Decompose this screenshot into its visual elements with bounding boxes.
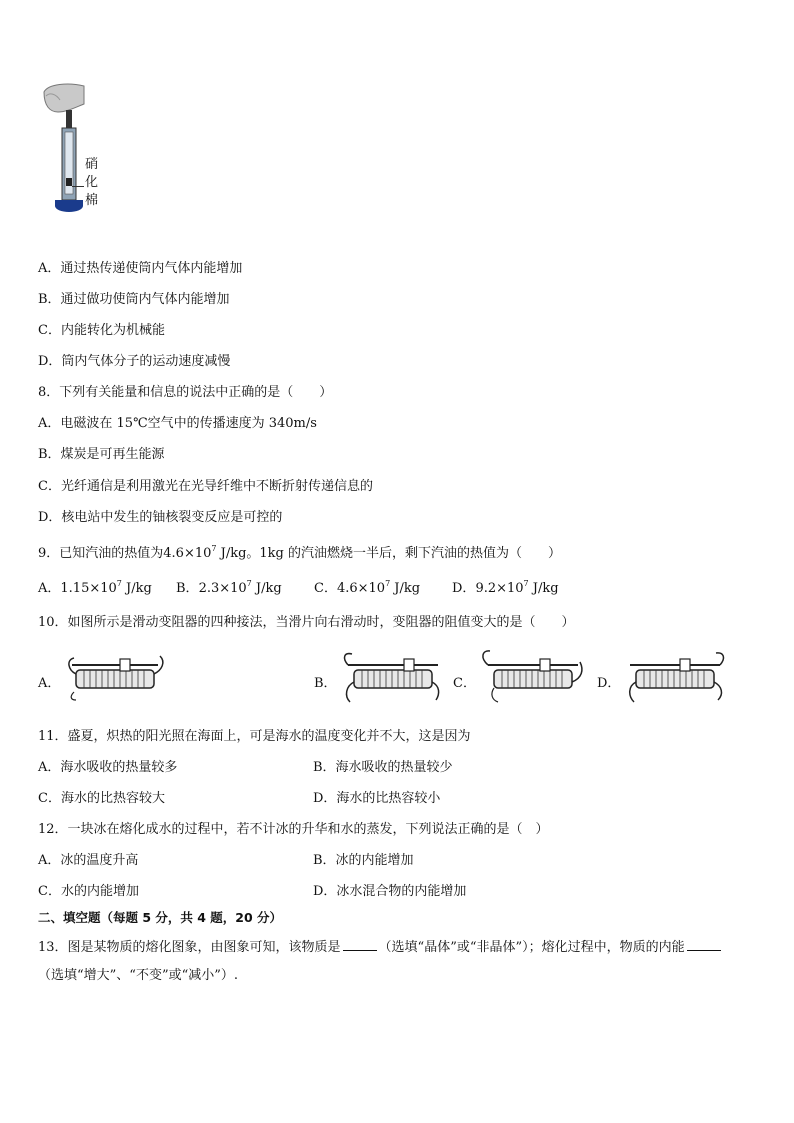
q9-option-letter: B． [176,581,199,596]
q12-option-d: D．冰水混合物的内能增加 [313,884,467,899]
q9-stem-value: 4.6×10 [163,546,212,561]
q9-option-exponent: 7 [523,579,529,588]
q10-option-c-letter: C． [453,676,476,691]
q9-option-exponent: 7 [385,579,391,588]
q12-stem: 12．一块冰在熔化成水的过程中，若不计冰的升华和水的蒸发，下列说法正确的是（ ） [38,822,549,837]
q13-blank-1[interactable] [343,938,377,951]
q9-stem-unit: J/kg。1kg 的汽油燃烧一半后，剩下汽油的热值为（ ） [216,546,562,561]
q9-option-unit: J/kg [390,581,421,596]
q9-option-c [314,577,420,596]
q12-option-a: A．冰的温度升高 [38,853,139,868]
rheostat-figure-d [620,650,732,708]
label-char: 化 [85,175,99,190]
q9-option-letter: A． [38,581,61,596]
q11-option-c: C．海水的比热容较大 [38,791,165,806]
q7-option-d: D．筒内气体分子的运动速度减慢 [38,354,231,369]
nitrocellulose-label [85,156,101,210]
q9-option-b [176,577,282,596]
q10-option-a-letter: A． [38,676,61,691]
q9-option-d [452,577,559,596]
q8-option-b: B．煤炭是可再生能源 [38,447,165,462]
q9-option-value: 1.15×10 [60,581,117,596]
q9-stem [38,540,561,563]
q13-line1 [38,938,723,957]
q11-option-a: A．海水吸收的热量较多 [38,760,178,775]
q9-option-value: 2.3×10 [198,581,247,596]
q12-option-b: B．冰的内能增加 [313,853,414,868]
q8-option-c: C．光纤通信是利用激光在光导纤维中不断折射传递信息的 [38,479,373,494]
rheostat-figure-a [62,652,170,706]
q9-stem-exponent: 7 [211,544,217,553]
q9-stem-pre: 9．已知汽油的热值为 [38,546,164,561]
label-char: 棉 [85,193,99,208]
q13-blank-2[interactable] [687,938,721,951]
pointer-line [72,186,84,187]
rheostat-figure-b [336,650,448,708]
rheostat-figure-c [476,648,588,708]
q11-option-d: D．海水的比热容较小 [313,791,441,806]
q9-option-unit: J/kg [251,581,282,596]
q10-option-b-letter: B． [314,676,337,691]
q7-option-c: C．内能转化为机械能 [38,323,165,338]
q9-option-exponent: 7 [116,579,122,588]
q9-option-exponent: 7 [246,579,252,588]
label-char: 硝 [85,157,99,172]
q10-option-d-letter: D． [597,676,621,691]
q7-option-b: B．通过做功使筒内气体内能增加 [38,292,230,307]
q9-option-a [38,577,152,596]
section-title-fill-in: 二、填空题（每题 5 分，共 4 题，20 分） [38,910,283,925]
q7-option-a: A．通过热传递使筒内气体内能增加 [38,261,243,276]
q10-stem: 10．如图所示是滑动变阻器的四种接法，当滑片向右滑动时，变阻器的阻值变大的是（ ） [38,615,575,630]
q9-option-letter: D． [452,581,476,596]
q7-figure [38,82,108,217]
q11-option-b: B．海水吸收的热量较少 [313,760,453,775]
q12-option-c: C．水的内能增加 [38,884,139,899]
q8-stem: 8．下列有关能量和信息的说法中正确的是（ ） [38,385,333,400]
q13-part2: （选填“晶体”或“非晶体”）；熔化过程中，物质的内能 [378,940,685,955]
q9-option-unit: J/kg [528,581,559,596]
q13-part1: 13．图是某物质的熔化图象，由图象可知，该物质是 [38,940,341,955]
q9-option-value: 9.2×10 [475,581,524,596]
q9-option-value: 4.6×10 [336,581,386,596]
q8-option-d: D．核电站中发生的铀核裂变反应是可控的 [38,510,283,525]
q9-option-letter: C． [314,581,337,596]
q13-line2: （选填“增大”、“不变”或“减小”）. [38,968,239,983]
q8-option-a: A．电磁波在 15℃空气中的传播速度为 340m/s [38,416,317,431]
q11-stem: 11．盛夏，炽热的阳光照在海面上，可是海水的温度变化并不大，这是因为 [38,729,471,744]
q9-option-unit: J/kg [121,581,152,596]
piston-tube-illustration [38,82,88,217]
